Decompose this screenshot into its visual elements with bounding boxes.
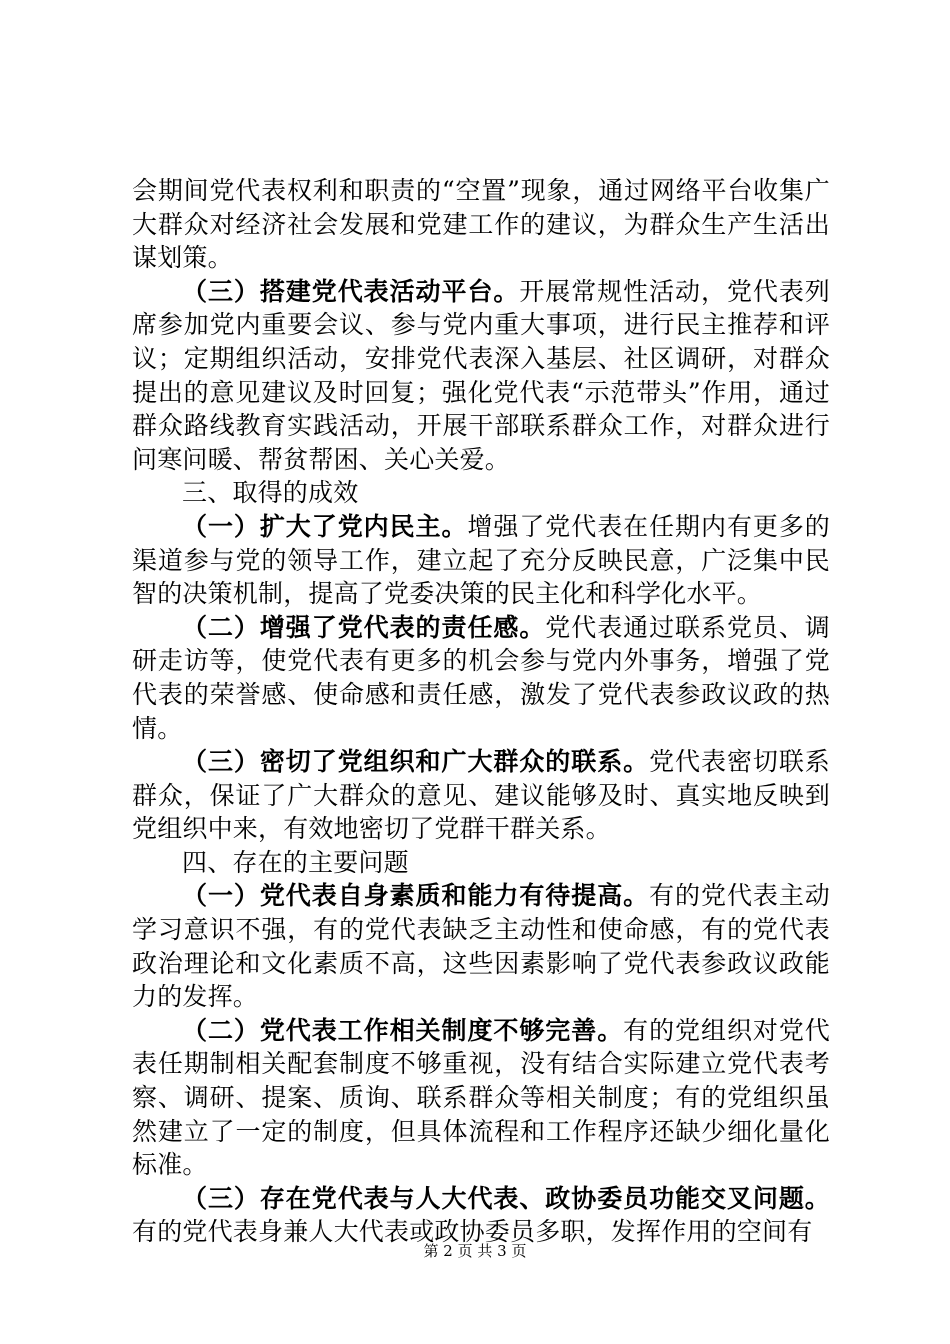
paragraph-5: （二）增强了党代表的责任感。党代表通过联系党员、调研走访等，使党代表有更多的机会参与党内外事务，增强了党代表的荣誉感、使命感和责任感，激发了党代表参政议政的热情。: [132, 612, 830, 743]
paragraph-10: （三）存在党代表与人大代表、政协委员功能交叉问题。有的党代表身兼人大代表或政协委员多职，发挥作用的空间有: [132, 1183, 830, 1247]
paragraph-lead: （三）搭建党代表活动平台。: [182, 276, 520, 306]
paragraph-lead: （一）扩大了党内民主。: [182, 511, 468, 541]
paragraph-lead: （一）党代表自身素质和能力有待提高。: [182, 881, 650, 911]
paragraph-lead: （二）增强了党代表的责任感。: [182, 612, 546, 642]
paragraph-6: （三）密切了党组织和广大群众的联系。党代表密切联系群众，保证了广大群众的意见、建议能够及时、真实地反映到党组织中来，有效地密切了党群干群关系。: [132, 747, 830, 844]
paragraph-lead: （二）党代表工作相关制度不够完善。: [182, 1015, 624, 1045]
paragraph-1: 会期间党代表权利和职责的“空置”现象，通过网络平台收集广大群众对经济社会发展和党建工作的建议，为群众生产生活出谋划策。: [132, 176, 830, 273]
section-heading-3: 三、取得的成效: [182, 478, 359, 508]
section-heading-4: 四、存在的主要问题: [182, 847, 409, 877]
paragraph-lead: （三）密切了党组织和广大群众的联系。: [182, 747, 650, 777]
paragraph-2: （三）搭建党代表活动平台。开展常规性活动，党代表列席参加党内重要会议、参与党内重大事项，进行民主推荐和评议；定期组织活动，安排党代表深入基层、社区调研，对群众提出的意见建议及时回复；强化党代表“示范带头”作用，通过群众路线教育实践活动，开展干部联系群众工作，对群众进行问寒问暖、帮贫帮困、关心关爱。: [132, 276, 830, 474]
document-body: [132, 174, 830, 1249]
paragraph-lead: （三）存在党代表与人大代表、政协委员功能交叉问题。: [182, 1183, 830, 1213]
paragraph-4: （一）扩大了党内民主。增强了党代表在任期内有更多的渠道参与党的领导工作，建立起了充分反映民意，广泛集中民智的决策机制，提高了党委决策的民主化和科学化水平。: [132, 511, 830, 609]
page-number-footer: 第 2 页 共 3 页: [423, 1242, 527, 1260]
paragraph-8: （一）党代表自身素质和能力有待提高。有的党代表主动学习意识不强，有的党代表缺乏主动性和使命感，有的党代表政治理论和文化素质不高，这些因素影响了党代表参政议政能力的发挥。: [132, 881, 830, 1012]
paragraph-9: （二）党代表工作相关制度不够完善。有的党组织对党代表任期制相关配套制度不够重视，没有结合实际建立党代表考察、调研、提案、质询、联系群众等相关制度；有的党组织虽然建立了一定的制度，但具体流程和工作程序还缺少细化量化标准。: [132, 1015, 830, 1180]
